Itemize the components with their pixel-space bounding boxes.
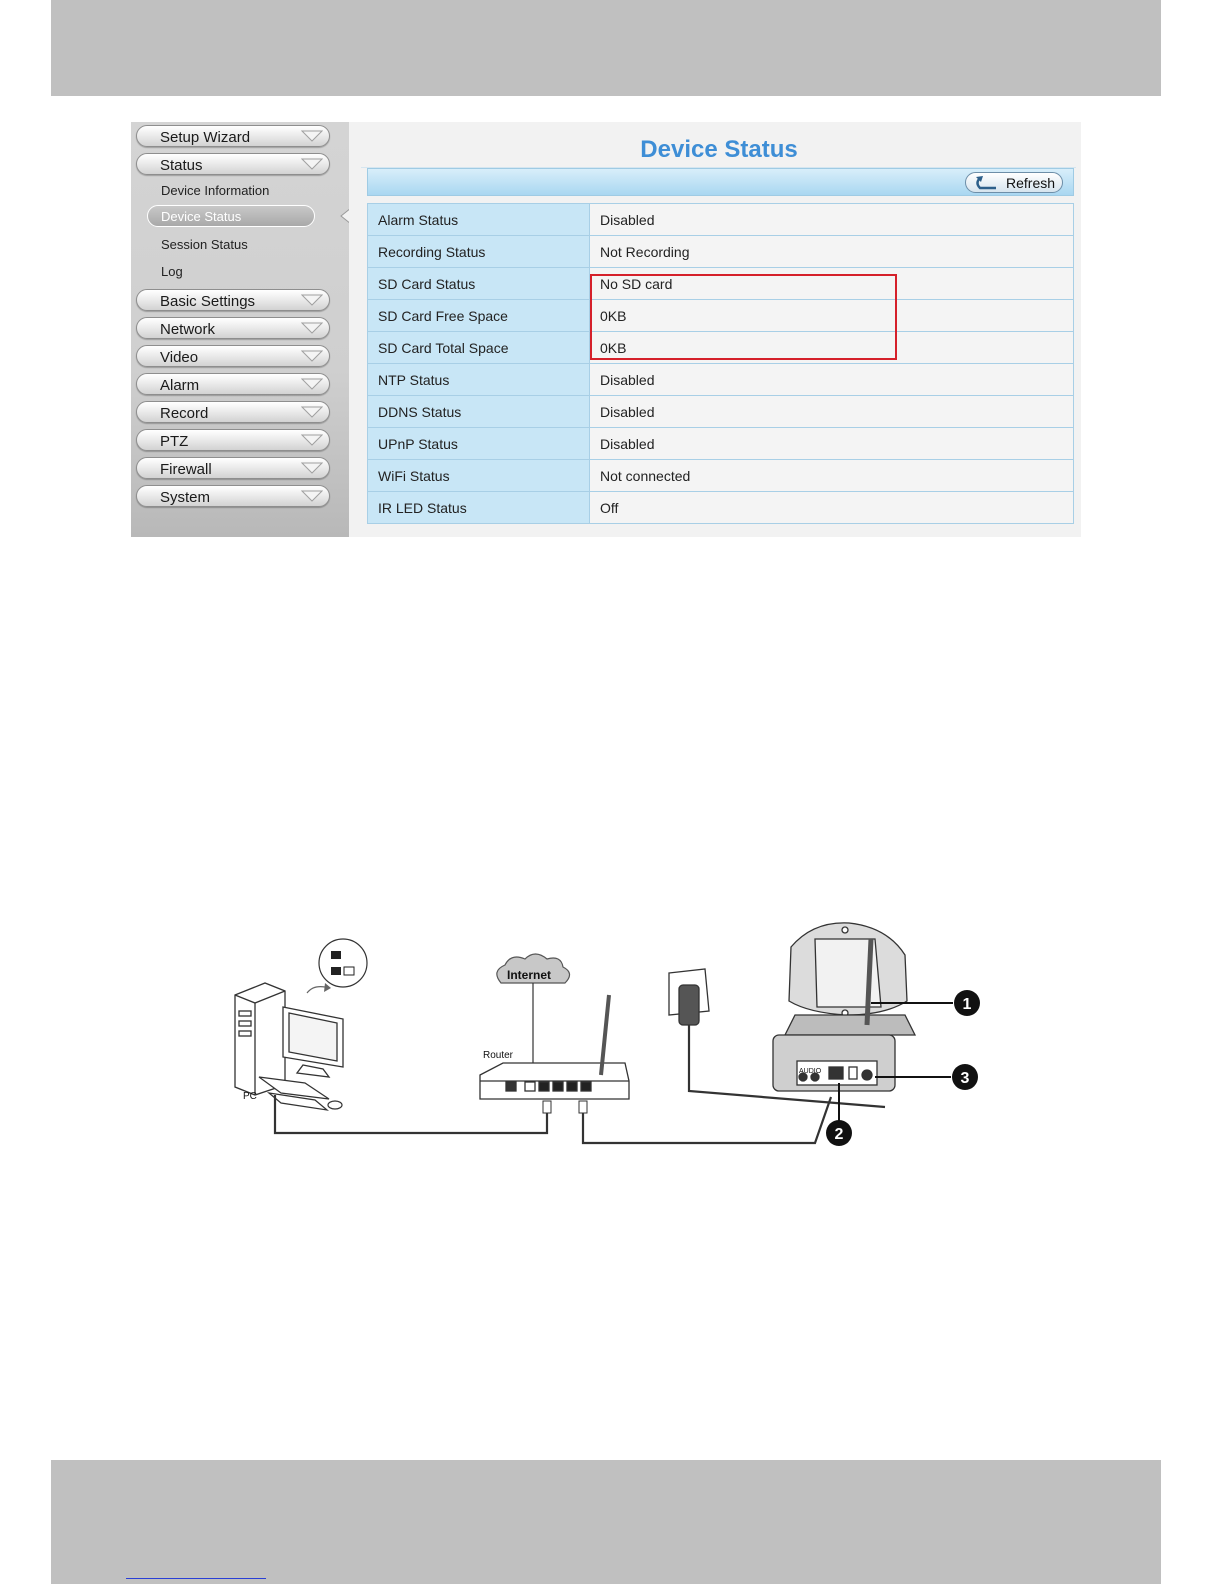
menu-alarm[interactable] — [136, 373, 330, 395]
chevron-down-icon — [301, 130, 323, 142]
pc-keyboard — [259, 1077, 342, 1110]
device-status-screenshot — [131, 122, 1081, 537]
ethernet-plug-icon — [543, 1101, 551, 1113]
chevron-down-icon — [301, 406, 323, 418]
refresh-icon — [974, 176, 1000, 190]
sd-card-highlight — [590, 274, 897, 360]
status-key: DDNS Status — [368, 396, 590, 428]
status-table — [367, 203, 1074, 524]
submenu-session-status[interactable]: Session Status — [161, 237, 248, 252]
submenu-device-status[interactable] — [147, 205, 315, 227]
menu-basic-settings[interactable] — [136, 289, 330, 311]
refresh-label: Refresh — [1006, 175, 1056, 191]
submenu-label: Device Status — [161, 209, 242, 224]
table-row — [368, 492, 1074, 524]
menu-label: Firewall — [160, 461, 212, 478]
callout-number: 3 — [960, 1070, 970, 1087]
status-key: NTP Status — [368, 364, 590, 396]
submenu-log[interactable]: Log — [161, 264, 183, 279]
table-row — [368, 236, 1074, 268]
connection-diagram — [225, 915, 1005, 1155]
chevron-down-icon — [301, 322, 323, 334]
menu-ptz[interactable] — [136, 429, 330, 451]
status-value: Not Recording — [590, 236, 1074, 268]
menu-label: Alarm — [160, 377, 200, 394]
menu-firewall[interactable] — [136, 457, 330, 479]
chevron-down-icon — [301, 462, 323, 474]
status-value: Not connected — [590, 460, 1074, 492]
menu-label: Record — [160, 405, 209, 422]
status-value: 0KB — [590, 300, 1074, 332]
table-row — [368, 428, 1074, 460]
menu-label: Basic Settings — [160, 293, 256, 310]
router-label: Router — [483, 1050, 514, 1061]
menu-label: System — [160, 489, 211, 506]
callout-2 — [826, 1083, 852, 1146]
page-footer-band — [51, 1460, 1161, 1584]
chevron-down-icon — [301, 378, 323, 390]
footer-link-underline[interactable] — [126, 1578, 266, 1579]
main-panel — [349, 122, 1081, 537]
table-row — [368, 460, 1074, 492]
page-title: Device Status — [640, 136, 798, 163]
pc-monitor — [283, 1007, 343, 1077]
menu-label: PTZ — [160, 433, 189, 450]
callout-number: 1 — [962, 996, 972, 1013]
menu-video[interactable] — [136, 345, 330, 367]
menu-record[interactable] — [136, 401, 330, 423]
menu-label: Status — [160, 157, 203, 174]
chevron-down-icon — [301, 294, 323, 306]
refresh-button[interactable] — [965, 172, 1063, 193]
status-key: Recording Status — [368, 236, 590, 268]
status-value: Disabled — [590, 396, 1074, 428]
status-key: UPnP Status — [368, 428, 590, 460]
status-key: SD Card Free Space — [368, 300, 590, 332]
status-value: Disabled — [590, 364, 1074, 396]
chevron-down-icon — [301, 350, 323, 362]
status-value: Off — [590, 492, 1074, 524]
menu-label: Setup Wizard — [160, 129, 251, 146]
table-row — [368, 204, 1074, 236]
menu-network[interactable] — [136, 317, 330, 339]
page-header-band — [51, 0, 1161, 96]
menu-status[interactable] — [136, 153, 330, 175]
sidebar-menu — [131, 122, 349, 537]
table-row — [368, 396, 1074, 428]
toolbar — [367, 168, 1074, 196]
status-key: SD Card Status — [368, 268, 590, 300]
chevron-down-icon — [301, 158, 323, 170]
status-value: 0KB — [590, 332, 1074, 364]
ethernet-plug-icon — [579, 1101, 587, 1113]
submenu-device-information[interactable]: Device Information — [161, 183, 270, 198]
status-key: WiFi Status — [368, 460, 590, 492]
status-key: IR LED Status — [368, 492, 590, 524]
lan-port-zoom — [307, 939, 367, 993]
callout-number: 2 — [834, 1126, 844, 1143]
pc-label: PC — [243, 1091, 257, 1102]
menu-setup-wizard[interactable] — [136, 125, 330, 147]
chevron-down-icon — [301, 490, 323, 502]
status-key: SD Card Total Space — [368, 332, 590, 364]
menu-label: Video — [160, 349, 199, 366]
table-row — [368, 364, 1074, 396]
status-value: Disabled — [590, 204, 1074, 236]
status-value: No SD card — [590, 268, 1074, 300]
cloud-label: Internet — [507, 968, 552, 982]
menu-label: Network — [160, 321, 216, 338]
chevron-down-icon — [301, 434, 323, 446]
status-value: Disabled — [590, 428, 1074, 460]
menu-system[interactable] — [136, 485, 330, 507]
ip-camera — [773, 923, 915, 1091]
router — [480, 995, 629, 1099]
status-key: Alarm Status — [368, 204, 590, 236]
audio-label: AUDIO — [799, 1068, 822, 1075]
ethernet-cables — [275, 1095, 831, 1143]
